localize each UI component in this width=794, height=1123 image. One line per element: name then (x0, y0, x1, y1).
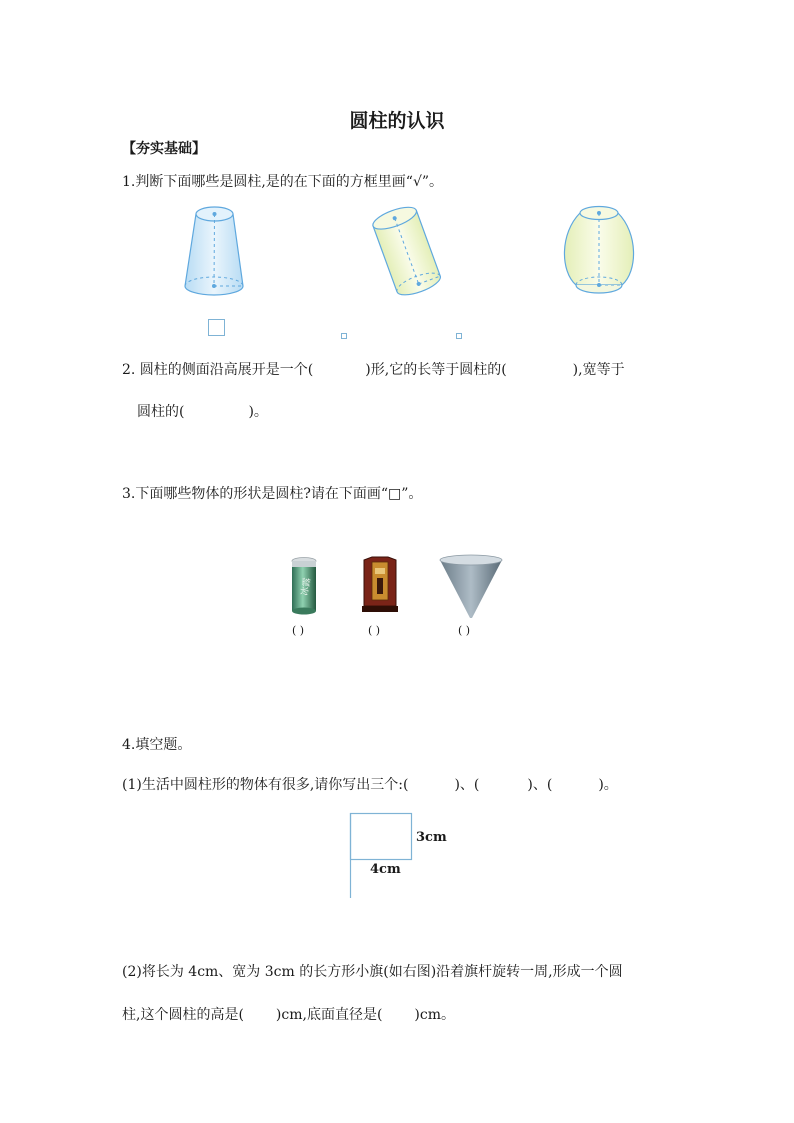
q4-p1-text-c: )、( (527, 777, 553, 793)
pen-holder-image (360, 556, 400, 616)
flag-width-label: 4cm (370, 862, 401, 877)
question-4-part-2-line-1: (2)将长为 4cm、宽为 3cm 的长方形小旗(如右图)沿着旗杆旋转一周,形成一个圆 (122, 964, 623, 980)
answer-checkbox-2[interactable] (341, 333, 347, 339)
barrel-figure (560, 203, 638, 299)
q2-text-b: )形,它的长等于圆柱的( (365, 362, 507, 378)
q4-p2-text-c: )cm。 (414, 1007, 455, 1023)
flag-diagram (345, 810, 420, 902)
frustum-figure (180, 203, 250, 298)
flag-rectangle (351, 814, 412, 860)
question-2-line-2 (137, 401, 268, 421)
flag-height-label: 3cm (416, 830, 447, 845)
soda-can-image (288, 556, 320, 616)
question-4-part-2-line-2 (122, 1004, 455, 1024)
q2-text-a: 2. 圆柱的侧面沿高展开是一个( (122, 362, 314, 378)
question-4-part-1 (122, 774, 618, 794)
section-heading: 【夯实基础】 (122, 141, 206, 157)
tilted-cylinder-figure (360, 202, 455, 302)
question-2-line-1 (122, 359, 625, 379)
q2-text-e: )。 (248, 404, 268, 420)
q4-p2-text-a: 柱,这个圆柱的高是( (122, 1007, 244, 1023)
answer-checkbox-3[interactable] (456, 333, 462, 339)
q4-p1-text-d: )。 (598, 777, 618, 793)
svg-text:冰露: 冰露 (300, 577, 314, 597)
q2-text-d: 圆柱的( (137, 404, 185, 420)
q4-p2-text-b: )cm,底面直径是( (275, 1007, 383, 1023)
q3-answer-slot-2[interactable]: ( ) (368, 624, 381, 637)
question-3-text: 3.下面哪些物体的形状是圆柱?请在下面画“□”。 (122, 486, 423, 502)
q2-text-c: ),宽等于 (572, 362, 625, 378)
q4-p1-text-b: )、( (454, 777, 480, 793)
question-1-text: 1.判断下面哪些是圆柱,是的在下面的方框里画“√”。 (122, 174, 444, 190)
q3-answer-slot-1[interactable]: ( ) (292, 624, 305, 637)
question-4-heading: 4.填空题。 (122, 737, 192, 753)
answer-checkbox-1[interactable] (208, 319, 225, 336)
q4-p1-text-a: (1)生活中圆柱形的物体有很多,请你写出三个:( (122, 777, 409, 793)
page-title: 圆柱的认识 (349, 110, 445, 132)
cone-cup-image (438, 554, 504, 620)
q3-answer-slot-3[interactable]: ( ) (458, 624, 471, 637)
